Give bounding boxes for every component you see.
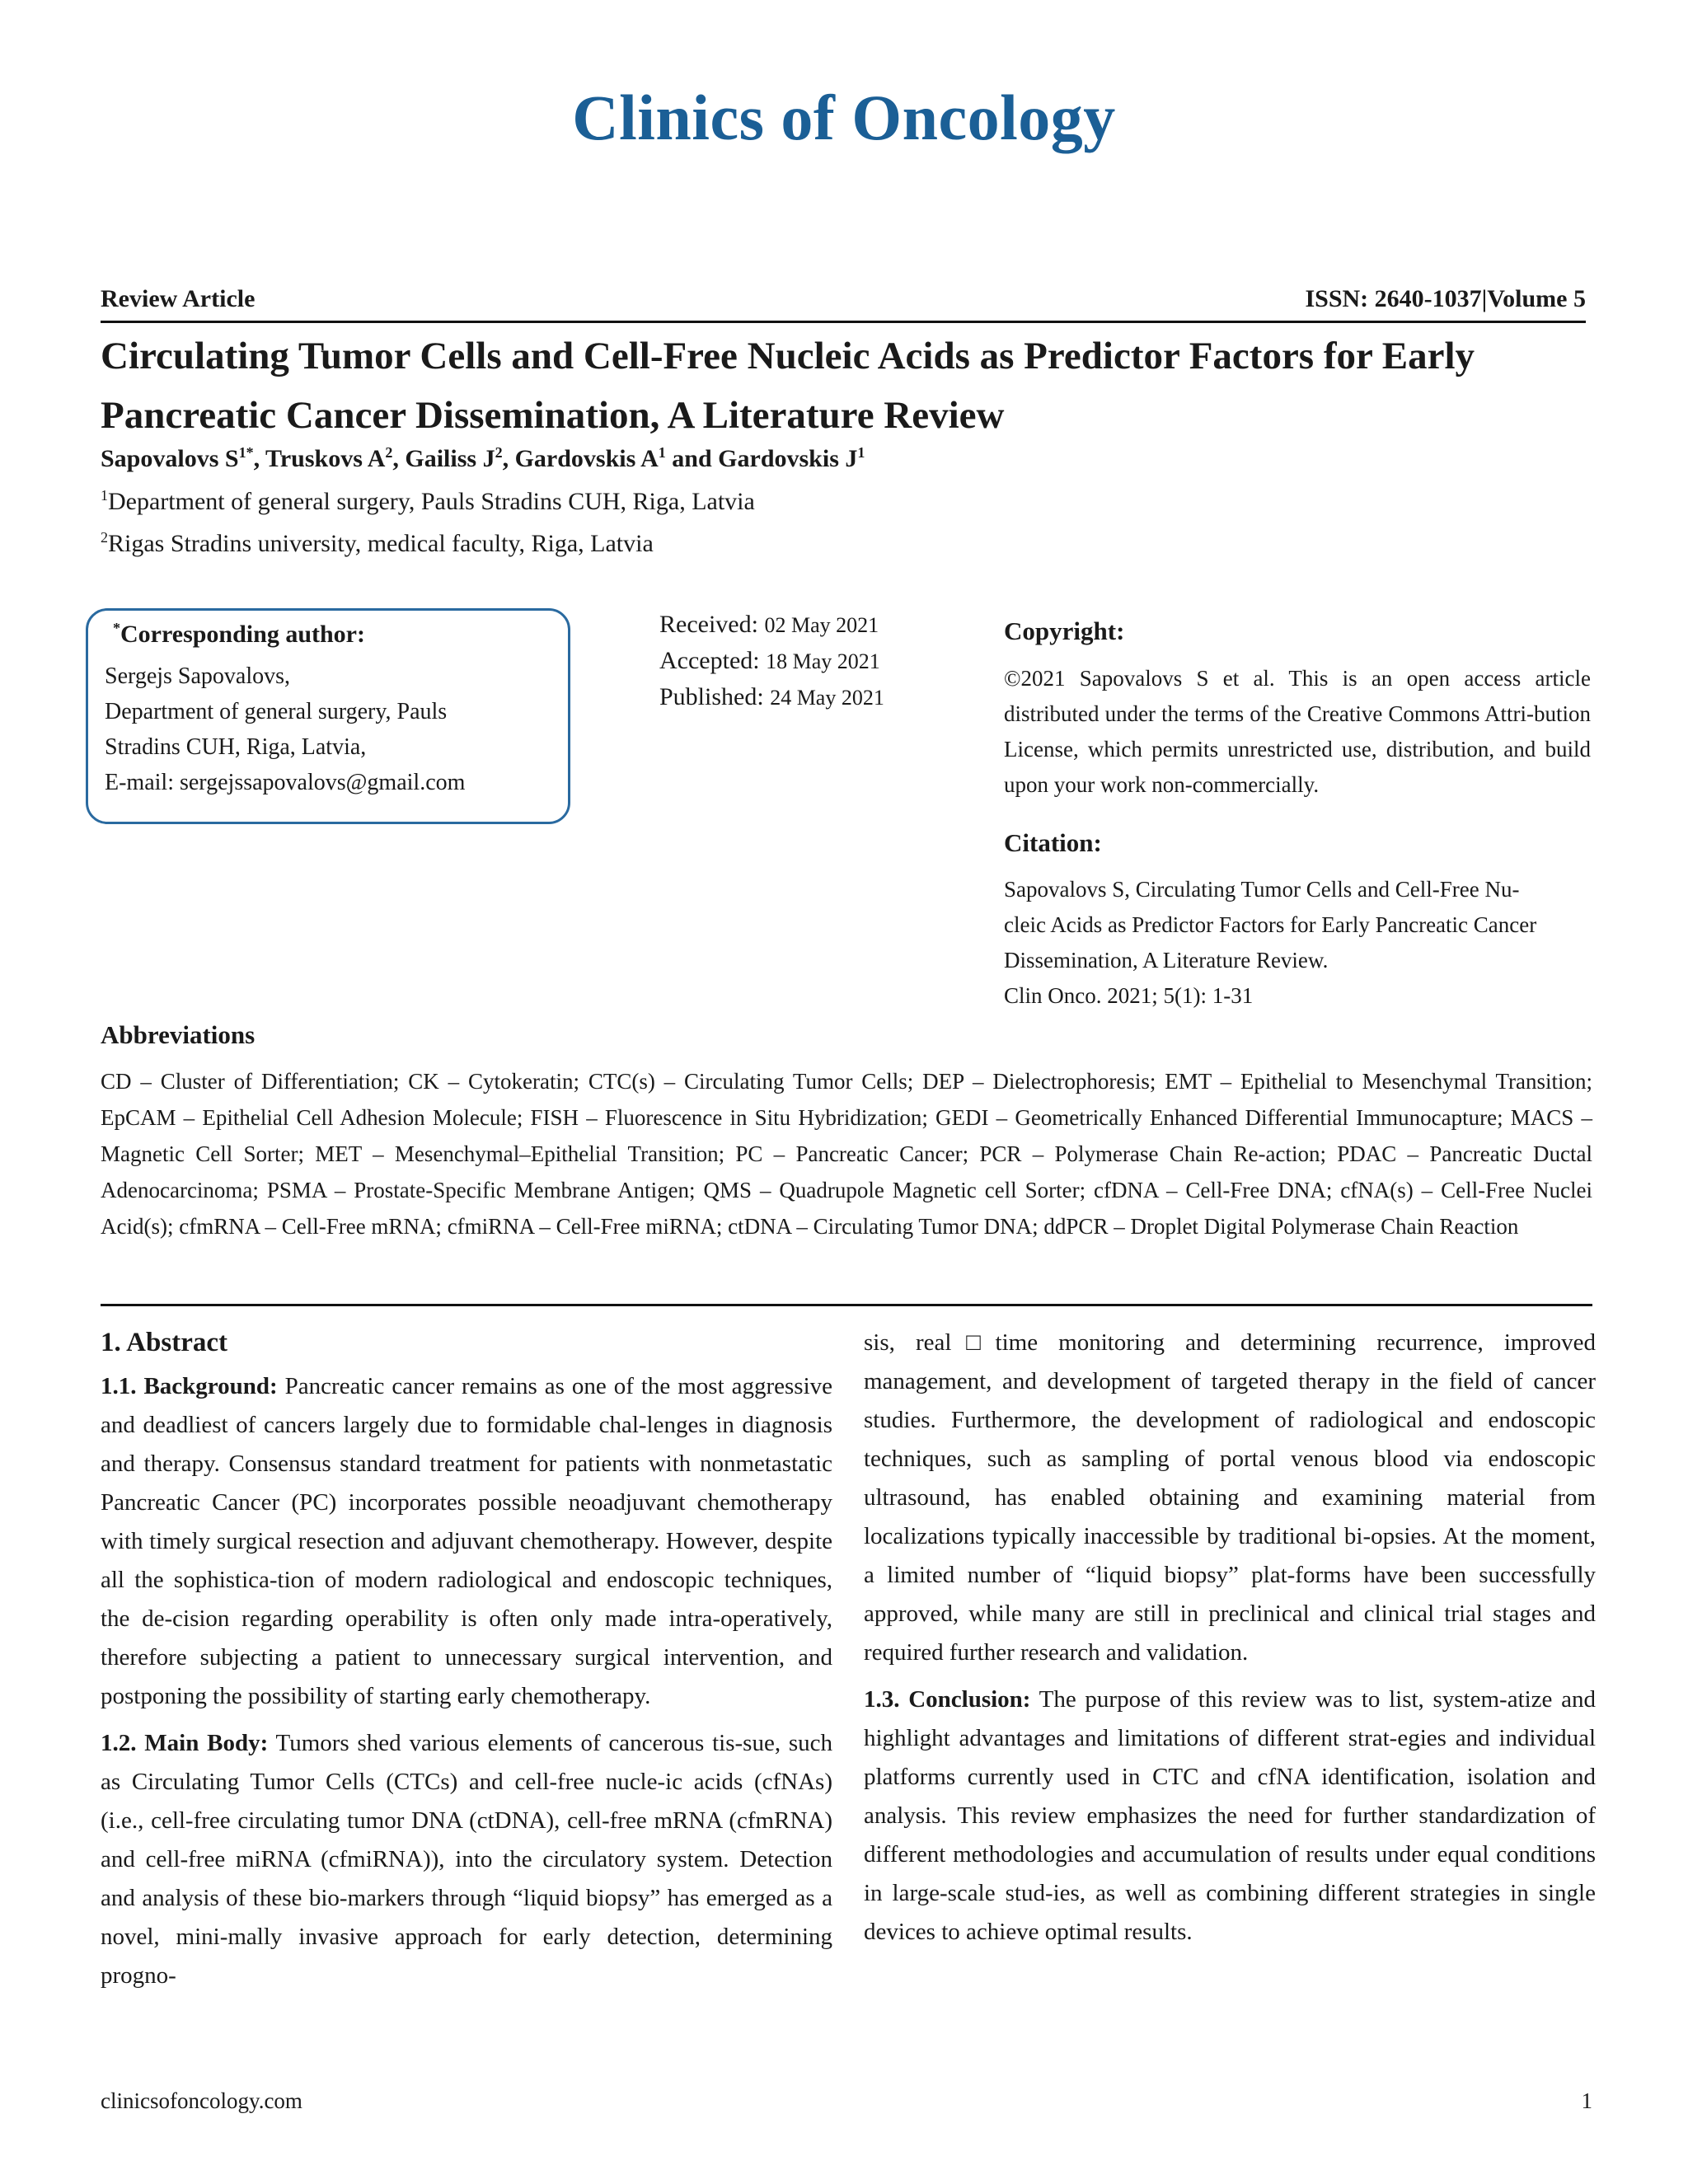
page-number: 1 bbox=[1581, 2088, 1592, 2113]
body-divider bbox=[101, 1304, 1592, 1306]
corresponding-title-text: Corresponding author: bbox=[120, 621, 365, 648]
author: Gailiss J bbox=[405, 445, 495, 472]
abstract-heading: 1. Abstract bbox=[101, 1328, 227, 1357]
citation-text bbox=[1004, 872, 1591, 1014]
citation-line: Dissemination, A Literature Review. bbox=[1004, 948, 1329, 972]
corresponding-author-title bbox=[113, 621, 365, 649]
copyright-title: Copyright: bbox=[1004, 616, 1125, 645]
background-paragraph bbox=[101, 1367, 832, 1716]
author-list bbox=[101, 445, 865, 473]
article-title-line-2: Pancreatic Cancer Dissemination, A Literature Review bbox=[101, 394, 1005, 437]
affiliation-2 bbox=[101, 530, 654, 558]
corresponding-name: Sergejs Sapovalovs, bbox=[105, 663, 291, 689]
received-date: Received: 02 May 2021 bbox=[659, 611, 879, 638]
background-label: 1.1. Background: bbox=[101, 1373, 278, 1399]
article-type: Review Article bbox=[101, 285, 256, 312]
conclusion-paragraph bbox=[864, 1680, 1596, 1952]
author-affiliation-mark: 1* bbox=[238, 444, 254, 461]
author: Truskovs A bbox=[265, 445, 386, 472]
article-header-row bbox=[101, 279, 1586, 320]
corresponding-email[interactable]: E-mail: sergejssapovalovs@gmail.com bbox=[105, 770, 466, 795]
copyright-text: ©2021 Sapovalovs S et al. This is an open access article distributed under the terms of the Creative Commons Attri-bution License, which permits unrestricted use, distribution, and build upon your work non-commercially. bbox=[1004, 666, 1591, 797]
corresponding-star: * bbox=[113, 620, 120, 636]
corresponding-author-box bbox=[86, 608, 570, 824]
article-title bbox=[101, 326, 1592, 445]
affiliation-number: 2 bbox=[101, 529, 108, 546]
abbreviations-text: CD – Cluster of Differentiation; CK – Cytokeratin; CTC(s) – Circulating Tumor Cells; DEP – Dielectrophoresis; EMT – Epithelial to Mesenchymal Transition; EpCAM – Epithelial Cell Adhesion Molecule; FISH – Fluorescence in Situ Hybridization; GEDI – Geometrically Enhanced Differential Immunocapture; MACS – Magnetic Cell Sorter; MET – Mesenchymal–Epithelial Transition; PC – Pancreatic Cancer; PCR – Polymerase Chain Re-action; PDAC – Pancreatic Ductal Adenocarcinoma; PSMA – Prostate-Specific Membrane Antigen; QMS – Quadrupole Magnetic cell Sorter; cfDNA – Cell-Free DNA; cfNA(s) – Cell-Free Nuclei Acid(s); cfmRNA – Cell-Free mRNA; cfmiRNA – Cell-Free miRNA; ctDNA – Circulating Tumor DNA; ddPCR – Droplet Digital Polymerase Chain Reaction bbox=[101, 1069, 1592, 1239]
article-title-line-1: Circulating Tumor Cells and Cell-Free Nucleic Acids as Predictor Factors for Early bbox=[101, 335, 1475, 377]
author-separator: , bbox=[392, 445, 406, 472]
citation-line: Sapovalovs S, Circulating Tumor Cells and Cell-Free Nu- bbox=[1004, 877, 1520, 902]
abbreviations-title: Abbreviations bbox=[101, 1020, 256, 1049]
citation-line: cleic Acids as Predictor Factors for Early Pancreatic Cancer bbox=[1004, 912, 1537, 937]
author-affiliation-mark: 1 bbox=[658, 444, 666, 461]
main-body-continuation: sis, real□time monitoring and determining recurrence, improved management, and development of targeted therapy in the field of cancer studies. Furthermore, the development of radiological and endoscopic techniques, such as sampling of portal venous blood via endoscopic ultrasound, has enabled obtaining and examining material from localizations typically inaccessible by traditional bi-opsies. At the moment, a limited number of “liquid biopsy” plat-forms have been successfully approved, while many are still in preclinical and clinical trial stages and required further research and validation. bbox=[864, 1329, 1596, 1666]
conclusion-label: 1.3. Conclusion: bbox=[864, 1686, 1031, 1713]
issn-volume: ISSN: 2640-1037|Volume 5 bbox=[1305, 285, 1586, 312]
background-text: Pancreatic cancer remains as one of the most aggressive and deadliest of cancers largely due to formidable chal-lenges in diagnosis and therapy. Consensus standard treatment for patients with nonmetastatic Pancreatic Cancer (PC) incorporates possible neoadjuvant chemotherapy with timely surgical resection and adjuvant chemotherapy. However, despite all the sophistica-tion of modern radiological and endoscopic techniques, the de-cision regarding operability is often only made intra-operatively, therefore subjecting a patient to unnecessary surgical intervention, and postponing the possibility of starting early chemotherapy. bbox=[101, 1373, 832, 1709]
main-body-paragraph bbox=[101, 1724, 832, 1995]
left-column bbox=[101, 1324, 832, 1995]
journal-title: Clinics of Oncology bbox=[572, 82, 1116, 153]
author-affiliation-mark: 1 bbox=[857, 444, 865, 461]
citation-line: Clin Onco. 2021; 5(1): 1-31 bbox=[1004, 983, 1254, 1008]
header-divider bbox=[101, 321, 1586, 323]
author: Gardovskis A bbox=[514, 445, 659, 472]
corresponding-institution: Stradins CUH, Riga, Latvia, bbox=[105, 734, 367, 760]
author-separator: , bbox=[253, 445, 266, 472]
published-date: Published: 24 May 2021 bbox=[659, 683, 884, 710]
affiliation-text: Rigas Stradins university, medical faculty, Riga, Latvia bbox=[108, 530, 654, 557]
citation-title: Citation: bbox=[1004, 828, 1102, 857]
main-body-text: Tumors shed various elements of cancerous tis-sue, such as Circulating Tumor Cells (CTCs) and cell-free nucle-ic acids (cfNAs) (i.e., cell-free circulating tumor DNA (ctDNA), cell-free mRNA (cfmRNA) and cell-free miRNA (cfmiRNA)), into the circulatory system. Detection and analysis of these bio-markers through “liquid biopsy” has emerged as a novel, mini-mally invasive approach for early detection, determining progno- bbox=[101, 1730, 833, 1989]
main-body-label: 1.2. Main Body: bbox=[101, 1730, 269, 1756]
affiliation-text: Department of general surgery, Pauls Stradins CUH, Riga, Latvia bbox=[108, 488, 755, 515]
author-separator: and bbox=[665, 445, 719, 472]
affiliation-number: 1 bbox=[101, 487, 108, 504]
author-separator: , bbox=[502, 445, 515, 472]
affiliation-1 bbox=[101, 488, 755, 516]
author: Gardovskis J bbox=[718, 445, 858, 472]
author-affiliation-mark: 2 bbox=[495, 444, 503, 461]
conclusion-text: The purpose of this review was to list, system-atize and highlight advantages and limitations of different strat-egies and individual platforms currently used in CTC and cfNA identification, isolation and analysis. This review emphasizes the need for further standardization of different methodologies and accumulation of results under equal conditions in large-scale stud-ies, as well as combining different strategies in single devices to achieve optimal results. bbox=[864, 1686, 1596, 1945]
accepted-date: Accepted: 18 May 2021 bbox=[659, 647, 880, 674]
footer-website[interactable]: clinicsofoncology.com bbox=[101, 2088, 302, 2113]
corresponding-department: Department of general surgery, Pauls bbox=[105, 699, 448, 724]
author-affiliation-mark: 2 bbox=[385, 444, 393, 461]
publication-dates bbox=[659, 607, 884, 715]
right-column bbox=[864, 1324, 1596, 1952]
author: Sapovalovs S bbox=[101, 445, 239, 472]
